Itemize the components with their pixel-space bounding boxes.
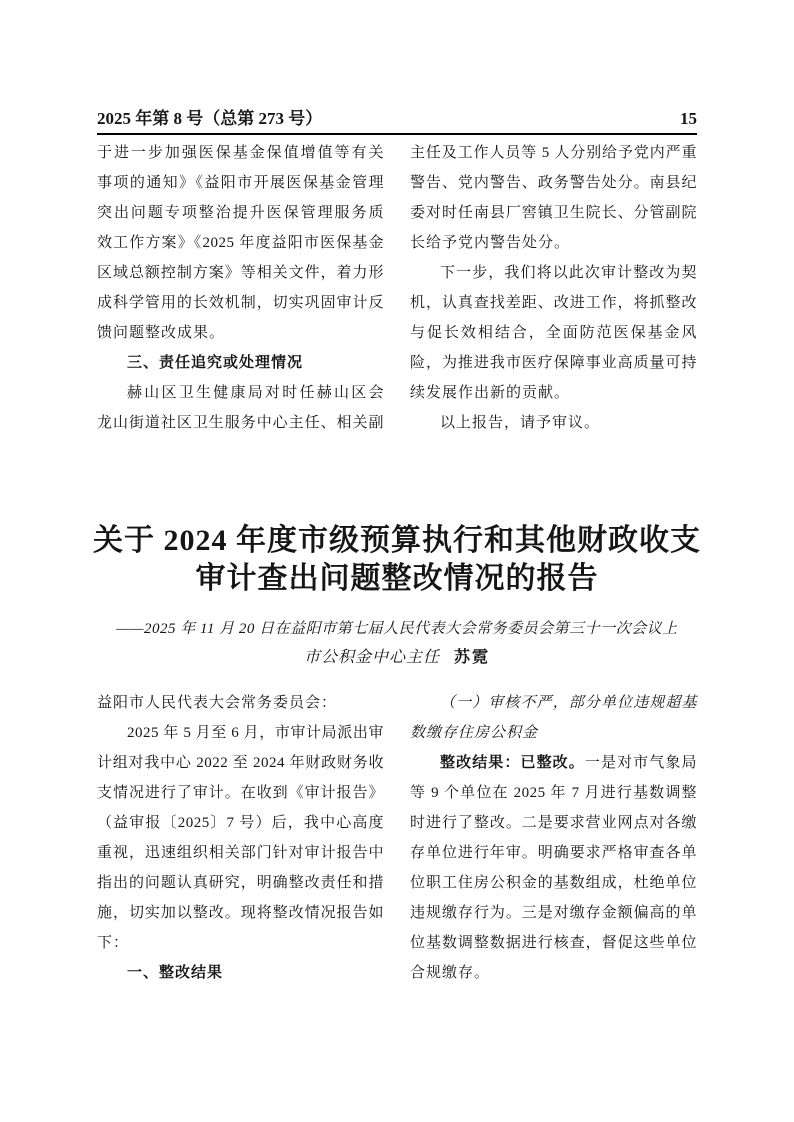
text-run: 一是对市气象局 [584, 755, 697, 771]
text-line: 龙山街道社区卫生服务中心主任、相关副 [97, 415, 384, 431]
top-left-column [97, 138, 384, 438]
text-line [410, 748, 697, 778]
text-line: 数缴存住房公积金 [410, 725, 539, 741]
text-line: （一）审核不严，部分单位违规超基 [440, 695, 697, 711]
text-line: 区域总额控制方案》等相关文件，着力形 [97, 265, 384, 281]
text-line: 续发展作出新的贡献。 [410, 385, 571, 401]
text-line: 事项的通知》《益阳市开展医保基金管理 [97, 175, 384, 191]
text-line: 警告、党内警告、政务警告处分。南县纪 [410, 175, 697, 191]
text-line: 机，认真查找差距、改进工作，将抓整改 [410, 295, 697, 311]
byline-name: 苏霓 [454, 649, 491, 666]
text-line: 效工作方案》《2025 年度益阳市医保基金 [97, 235, 384, 251]
text-line: 指出的问题认真研究，明确整改责任和措 [97, 875, 384, 891]
text-line: 施，切实加以整改。现将整改情况报告如 [97, 905, 384, 921]
text-line: 位职工住房公积金的基数组成，杜绝单位 [410, 875, 697, 891]
bottom-left-column [97, 688, 384, 988]
report-title-line1: 关于 2024 年度市级预算执行和其他财政收支 [93, 524, 701, 557]
text-line: 位基数调整数据进行核查，督促这些单位 [410, 935, 697, 951]
report-title [0, 522, 794, 598]
journal-issue: 2025 年第 8 号（总第 273 号） [97, 109, 323, 128]
text-line: （益审报〔2025〕7 号）后，我中心高度 [97, 815, 384, 831]
text-line: 以上报告，请予审议。 [440, 415, 601, 431]
text-line: 等 9 个单位在 2025 年 7 月进行基数调整 [410, 785, 697, 801]
text-line: 险，为推进我市医疗保障事业高质量可持 [410, 355, 697, 371]
text-line: 益阳市人民代表大会常务委员会： [97, 695, 338, 711]
text-line: 长给予党内警告处分。 [410, 235, 571, 251]
top-section [97, 138, 697, 438]
text-line: 下： [97, 935, 130, 951]
text-line: 计组对我中心 2022 至 2024 年财政财务收 [97, 755, 384, 771]
text-line: 一、整改结果 [127, 964, 224, 981]
top-right-column [410, 138, 697, 438]
text-line: 2025 年 5 月至 6 月，市审计局派出审 [127, 725, 384, 741]
text-line: 赫山区卫生健康局对时任赫山区会 [127, 385, 384, 401]
text-line: 三、责任追究或处理情况 [127, 354, 304, 371]
text-line: 主任及工作人员等 5 人分别给予党内严重 [410, 145, 697, 161]
page-number: 15 [680, 109, 697, 128]
bottom-right-column [410, 688, 697, 988]
text-line: 成科学管用的长效机制，切实巩固审计反 [97, 295, 384, 311]
bold-run: 整改结果：已整改。 [440, 754, 585, 771]
text-line: 合规缴存。 [410, 965, 491, 981]
text-line: 重视，迅速组织相关部门针对审计报告中 [97, 845, 384, 861]
text-line: 馈问题整改成果。 [97, 325, 226, 341]
text-line: 委对时任南县厂窖镇卫生院长、分管副院 [410, 205, 697, 221]
text-line: 下一步，我们将以此次审计整改为契 [440, 265, 697, 281]
text-line: 存单位进行年审。明确要求严格审查各单 [410, 845, 697, 861]
text-line: 时进行了整改。二是要求营业网点对各缴 [410, 815, 697, 831]
text-line: 突出问题专项整治提升医保管理服务质 [97, 205, 384, 221]
text-line: 与促长效相结合，全面防范医保基金风 [410, 325, 697, 341]
text-line: 违规缴存行为。三是对缴存金额偏高的单 [410, 905, 697, 921]
report-subtitle: ——2025 年 11 月 20 日在益阳市第七届人民代表大会常务委员会第三十一次会议上 [116, 621, 678, 637]
text-line: 支情况进行了审计。在收到《审计报告》 [97, 785, 384, 801]
byline [0, 646, 794, 670]
page-header [97, 108, 697, 135]
byline-role: 市公积金中心主任 [303, 649, 440, 666]
report-title-line2: 审计查出问题整改情况的报告 [195, 562, 599, 595]
text-line: 于进一步加强医保基金保值增值等有关 [97, 145, 384, 161]
bottom-section [97, 688, 697, 988]
